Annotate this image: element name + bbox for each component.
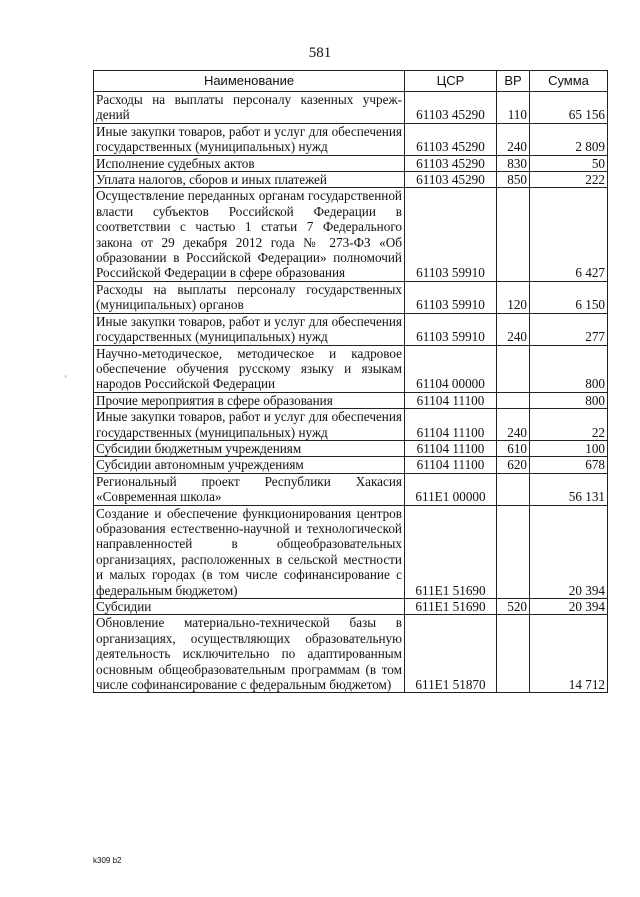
table-row <box>94 392 608 408</box>
table-row <box>94 457 608 473</box>
row-csr: 61103 45290 <box>405 123 497 155</box>
row-sum: 222 <box>530 172 608 188</box>
row-vr: 610 <box>497 440 530 456</box>
row-name: Региональный проект Республики Хакасия «Современная школа» <box>94 473 405 505</box>
row-name: Иные закупки товаров, работ и услуг для обеспечения государственных (муниципальных) нужд <box>94 409 405 441</box>
row-name: Иные закупки товаров, работ и услуг для обеспечения государственных (муниципальных) нужд <box>94 313 405 345</box>
row-name: Прочие мероприятия в сфере образования <box>94 392 405 408</box>
row-sum: 100 <box>530 440 608 456</box>
row-sum: 800 <box>530 392 608 408</box>
row-name: Субсидии автономным учреждениям <box>94 457 405 473</box>
row-csr: 61103 59910 <box>405 313 497 345</box>
row-sum: 20 394 <box>530 505 608 598</box>
table-row <box>94 505 608 598</box>
row-name: Научно-методическое, методическое и кадровое обеспечение обучения русскому языку и языкам народов Российской Федерации <box>94 345 405 392</box>
row-csr: 61103 59910 <box>405 188 497 281</box>
row-vr <box>497 473 530 505</box>
row-sum: 56 131 <box>530 473 608 505</box>
table-row <box>94 92 608 124</box>
header-csr: ЦСР <box>405 71 497 92</box>
table-row <box>94 615 608 693</box>
row-csr: 61103 45290 <box>405 155 497 171</box>
header-vr: ВР <box>497 71 530 92</box>
row-name: Исполнение судебных актов <box>94 155 405 171</box>
table-row <box>94 188 608 281</box>
row-sum: 22 <box>530 409 608 441</box>
row-sum: 2 809 <box>530 123 608 155</box>
row-csr: 61104 11100 <box>405 392 497 408</box>
row-name: Субсидии бюджетным учреждениям <box>94 440 405 456</box>
margin-mark: ' <box>65 374 67 384</box>
row-csr: 61103 45290 <box>405 92 497 124</box>
row-csr: 611E1 51870 <box>405 615 497 693</box>
row-name: Осуществление переданных органам государственной власти субъектов Российской Федерации в соответствии с частью 1 статьи 7 Федерального закона от 29 декабря 2012 года № 273-ФЗ «Об образовании в Российской Федерации» полномочий Российской Федерации в сфере образования <box>94 188 405 281</box>
footer-code: k309 b2 <box>93 856 122 865</box>
row-vr: 240 <box>497 409 530 441</box>
row-sum: 65 156 <box>530 92 608 124</box>
row-vr <box>497 615 530 693</box>
table-row <box>94 172 608 188</box>
table-row <box>94 599 608 615</box>
row-vr <box>497 392 530 408</box>
table-row <box>94 155 608 171</box>
row-csr: 611E1 51690 <box>405 505 497 598</box>
row-sum: 277 <box>530 313 608 345</box>
row-sum: 20 394 <box>530 599 608 615</box>
row-vr: 850 <box>497 172 530 188</box>
row-vr <box>497 188 530 281</box>
table-row <box>94 473 608 505</box>
row-csr: 611E1 51690 <box>405 599 497 615</box>
row-sum: 678 <box>530 457 608 473</box>
row-vr: 110 <box>497 92 530 124</box>
row-name: Расходы на выплаты персоналу государственных (муниципальных) органов <box>94 281 405 313</box>
table-row <box>94 281 608 313</box>
row-vr: 520 <box>497 599 530 615</box>
row-sum: 6 150 <box>530 281 608 313</box>
table-row <box>94 123 608 155</box>
row-csr: 61104 11100 <box>405 457 497 473</box>
page-number: 581 <box>308 45 332 61</box>
row-name: Иные закупки товаров, работ и услуг для обеспечения государственных (муниципальных) нужд <box>94 123 405 155</box>
row-name: Субсидии <box>94 599 405 615</box>
table-row <box>94 440 608 456</box>
row-csr: 611E1 00000 <box>405 473 497 505</box>
row-csr: 61104 00000 <box>405 345 497 392</box>
row-name: Создание и обеспечение функционирования центров образования естественно-научной и технологической направленностей в общеобразовательных организациях, расположенных в сельской местности и малых городах (в том числе софинансирование с федеральным бюджетом) <box>94 505 405 598</box>
row-vr: 120 <box>497 281 530 313</box>
budget-table <box>93 70 608 693</box>
header-sum: Сумма <box>530 71 608 92</box>
row-vr: 830 <box>497 155 530 171</box>
row-vr: 620 <box>497 457 530 473</box>
row-name: Расходы на выплаты персоналу казенных учреж-дений <box>94 92 405 124</box>
row-name: Уплата налогов, сборов и иных платежей <box>94 172 405 188</box>
header-name: Наименование <box>94 71 405 92</box>
row-sum: 6 427 <box>530 188 608 281</box>
row-csr: 61103 45290 <box>405 172 497 188</box>
row-name: Обновление материально-технической базы в организациях, осуществляющих образовательную деятельность исключительно по адаптированным основным общеобразовательным программам (в том числе софинансирование с федеральным бюджетом) <box>94 615 405 693</box>
row-sum: 800 <box>530 345 608 392</box>
row-vr <box>497 345 530 392</box>
row-vr: 240 <box>497 123 530 155</box>
table-row <box>94 345 608 392</box>
row-sum: 50 <box>530 155 608 171</box>
table-row <box>94 409 608 441</box>
row-vr <box>497 505 530 598</box>
row-csr: 61104 11100 <box>405 440 497 456</box>
row-csr: 61103 59910 <box>405 281 497 313</box>
row-csr: 61104 11100 <box>405 409 497 441</box>
row-vr: 240 <box>497 313 530 345</box>
table-row <box>94 313 608 345</box>
table-header-row <box>94 71 608 92</box>
row-sum: 14 712 <box>530 615 608 693</box>
